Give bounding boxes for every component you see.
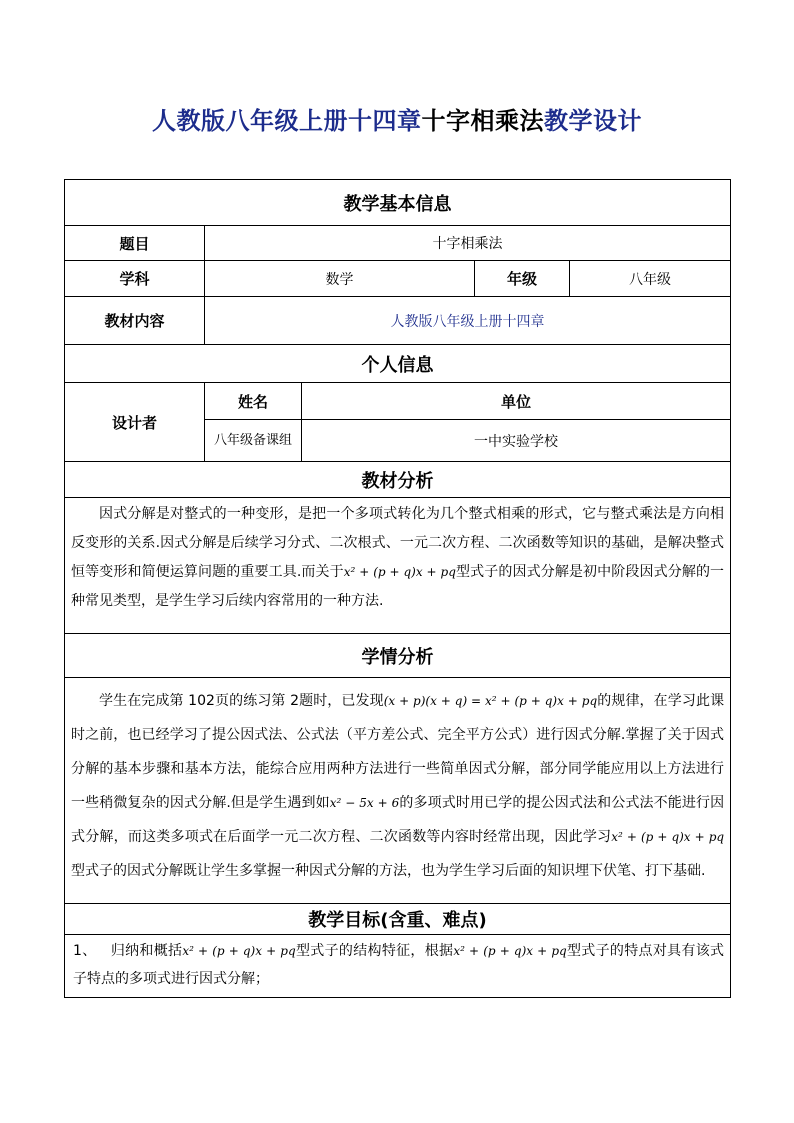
math-expr-pq-4: x² + (p + q)x + pq bbox=[453, 944, 567, 958]
unit-value: 一中实验学校 bbox=[302, 420, 731, 462]
grade-label: 年级 bbox=[475, 261, 570, 297]
document-title bbox=[0, 101, 794, 136]
subject-label: 学科 bbox=[65, 261, 205, 297]
topic-label: 题目 bbox=[65, 226, 205, 261]
student-text-5: 既让学生多掌握一种因式分解的方法，也为学生学习后面的知识埋下伏笔、打下基础. bbox=[183, 863, 706, 879]
goal-text-3: 型式子的特点对具有该式子特点的多项式进行因式分解； bbox=[73, 943, 725, 987]
name-label: 姓名 bbox=[205, 383, 302, 420]
goal-text-2: 型式子的结构特征，根据 bbox=[295, 943, 454, 959]
section-goals: 教学目标(含重、难点) bbox=[65, 904, 731, 935]
math-expr-pq-3: x² + (p + q)x + pq bbox=[182, 944, 296, 958]
math-expr-identity: (x + p)(x + q) = x² + (p + q)x + pq bbox=[383, 694, 598, 708]
math-expr-example: x² − 5x + 6 bbox=[329, 796, 400, 810]
unit-label: 单位 bbox=[302, 383, 731, 420]
student-text-2: 的规律，在学习此课时之前，也已经学习了提公因式法、公式法（平方差公式、完全平方公式）进行因式分解.掌握了关于因式分解的基本步骤和基本方法，能综合应用两种方法进行一些简单因式分解，部分同学能应用以上方法进行一些稍微复杂的因式分解.但是学生遇到如 bbox=[71, 693, 725, 811]
textbook-text-1: 因式分解是对整式的一种变形，是把一个多项式转化为几个整式相乘的形式，它与整式乘法是方向相反变形的关系.因式分解是后续学习分式、二次根式、一元二次方程、二次函数等知识的基础，是解决整式恒等变形和简便运算问题的重要工具.而关于 bbox=[71, 506, 725, 580]
goals-text bbox=[65, 935, 731, 998]
grade-value: 八年级 bbox=[570, 261, 731, 297]
lesson-plan-table bbox=[64, 179, 731, 998]
section-basic-info: 教学基本信息 bbox=[65, 180, 731, 226]
title-part-1: 人教版八年级上册十四章 bbox=[152, 107, 422, 135]
name-value: 八年级备课组 bbox=[205, 420, 302, 462]
section-personal-info: 个人信息 bbox=[65, 345, 731, 383]
student-text-3: 的多项式时用已学的提公因式法和公式法不能进行因式分解，而这类多项式在后面学一元二次方程、二次函数等内容时经常出现，因此学习 bbox=[71, 795, 725, 845]
topic-value: 十字相乘法 bbox=[205, 226, 731, 261]
title-part-2: 十字相乘法 bbox=[421, 107, 544, 135]
math-expr-pq-2: x² + (p + q)x + pq bbox=[611, 830, 725, 844]
subject-value: 数学 bbox=[205, 261, 475, 297]
section-student-analysis: 学情分析 bbox=[65, 634, 731, 678]
designer-label: 设计者 bbox=[65, 383, 205, 462]
textbook-analysis-text bbox=[65, 498, 731, 634]
material-label: 教材内容 bbox=[65, 297, 205, 345]
goal-text-1: 归纳和概括 bbox=[110, 943, 183, 959]
section-textbook-analysis: 教材分析 bbox=[65, 462, 731, 498]
title-part-3: 教学设计 bbox=[544, 107, 642, 135]
goal-number: 1、 bbox=[73, 943, 97, 959]
material-value: 人教版八年级上册十四章 bbox=[205, 297, 731, 345]
student-analysis-text bbox=[65, 678, 731, 904]
math-expr-pq: x² + (p + q)x + pq bbox=[343, 565, 456, 579]
student-text-4: 型式子的因式分解 bbox=[71, 863, 183, 879]
textbook-text-2: 型式子的因式分解是初中阶段因式分解的一种常见类型，是学生学习后续内容常用的一种方法. bbox=[71, 564, 725, 609]
student-text-1: 学生在完成第 102页的练习第 2题时，已发现 bbox=[99, 693, 384, 709]
